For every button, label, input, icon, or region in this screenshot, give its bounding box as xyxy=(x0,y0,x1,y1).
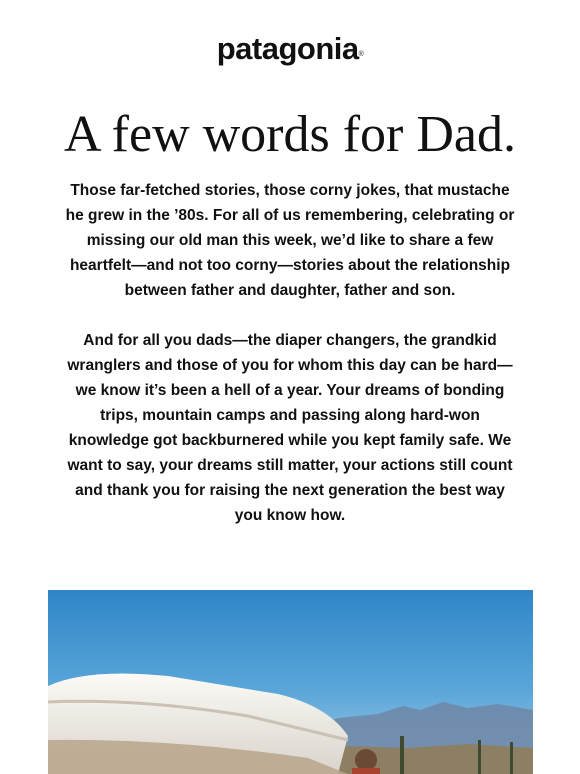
photo-cactus xyxy=(478,740,481,774)
photo-person-body xyxy=(352,768,380,774)
photo-cactus xyxy=(400,736,404,774)
brand-wordmark: patagonia xyxy=(216,31,359,66)
dads-paragraph: And for all you dads—the diaper changers, the grandkid wranglers and those of you for whom this day can be hard—we know it’s been a hell of a year. Your dreams of bonding trips, mountain camps and passing along hard-won knowledge got backburnered while you kept family safe. We want to say, your dreams still matter, your actions still count and thank you for raising the next generation the best way you know how. xyxy=(67,332,513,524)
page-headline: A few words for Dad. xyxy=(63,106,516,163)
photo-cactus xyxy=(510,742,513,774)
intro-paragraph: Those far-fetched stories, those corny jokes, that mustache he grew in the ’80s. For all of us remembering, celebrating or missing our old man this week, we’d like to share a few heartfelt—and not too corny—stories about the relationship between father and daughter, father and son. xyxy=(65,182,515,299)
trademark-symbol: ® xyxy=(358,51,364,58)
photo-person-head xyxy=(355,749,377,771)
hero-photo[interactable] xyxy=(48,590,533,774)
brand-logo[interactable] xyxy=(0,30,580,68)
